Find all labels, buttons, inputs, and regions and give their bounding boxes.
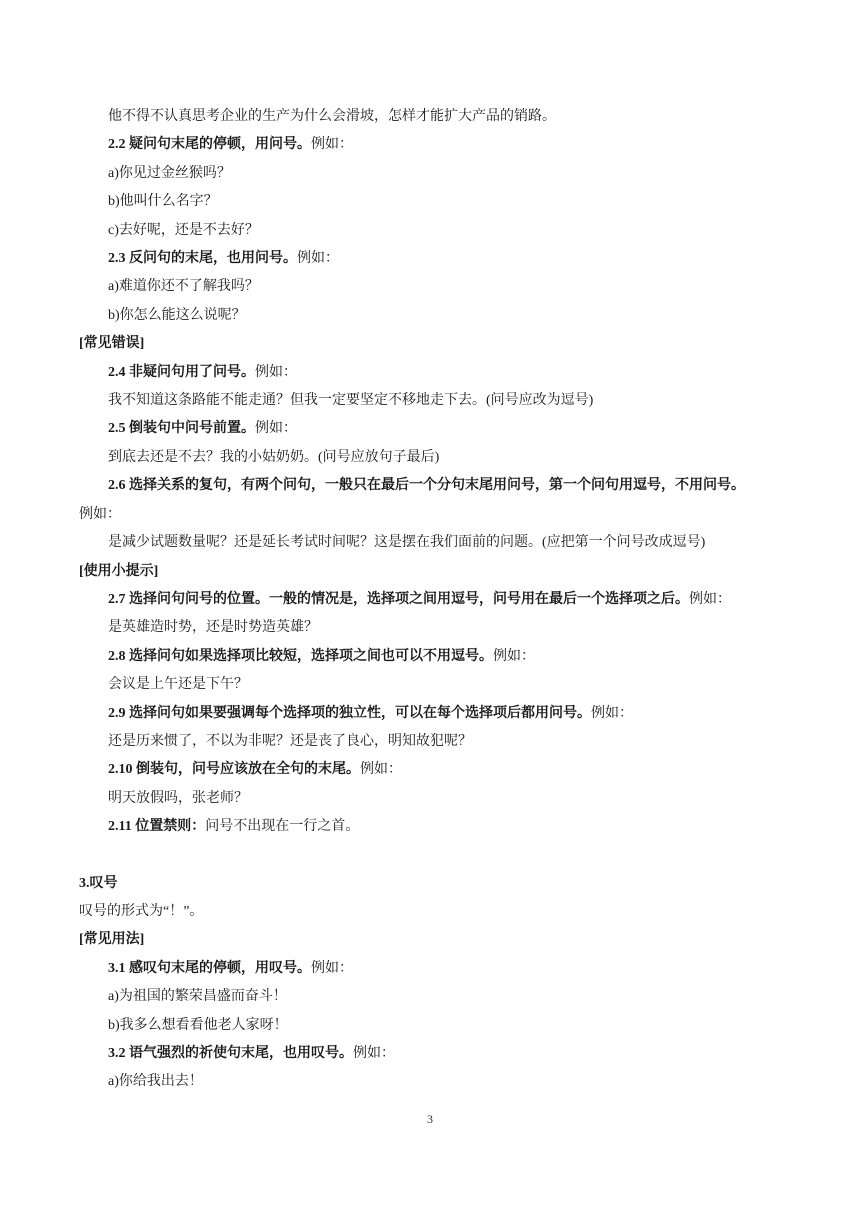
rule-title: 3.2 语气强烈的祈使句末尾，也用叹号。 xyxy=(108,1046,353,1061)
rule-heading-2-5 xyxy=(79,415,785,443)
rule-title: 2.2 疑问句末尾的停顿，用问号。 xyxy=(108,137,311,153)
rule-heading-2-6 xyxy=(79,472,785,500)
rule-heading-3-2 xyxy=(79,1040,785,1068)
example-text: a)你见过金丝猴吗？ xyxy=(108,165,231,181)
section-heading-exclamation: 3.叹号 xyxy=(79,875,118,891)
example-text: b)你怎么能这么说呢？ xyxy=(108,307,246,323)
example-line xyxy=(79,273,785,301)
rule-heading-2-7 xyxy=(79,586,785,614)
example-text: a)你给我出去！ xyxy=(108,1074,203,1090)
example-label-line xyxy=(79,501,785,529)
rule-heading-2-9 xyxy=(79,700,785,728)
example-text: a)为祖国的繁荣昌盛而奋斗！ xyxy=(108,989,287,1005)
example-line xyxy=(79,614,785,642)
blank-line xyxy=(79,842,785,870)
example-label: 例如： xyxy=(360,762,402,778)
rule-title: 3.1 感叹句末尾的停顿，用叹号。 xyxy=(108,960,311,976)
paragraph-line: 叹号的形式为“！”。 xyxy=(79,903,204,919)
example-label: 例如： xyxy=(353,1046,395,1061)
example-line xyxy=(79,387,785,415)
example-text: c)去好呢，还是不去好？ xyxy=(108,222,259,238)
body-text: 他不得不认真思考企业的生产为什么会滑坡，怎样才能扩大产品的销路。 xyxy=(108,109,556,124)
example-line xyxy=(79,217,785,245)
example-label: 例如： xyxy=(79,506,121,522)
rule-title: 2.3 反问句的末尾，也用问号。 xyxy=(108,251,297,267)
rule-heading-2-4 xyxy=(79,359,785,387)
rule-title: 2.6 选择关系的复句，有两个问句，一般只在最后一个分句末尾用问号，第一个问句用逗号，不用问号。 xyxy=(108,478,745,494)
example-text: 明天放假吗，张老师？ xyxy=(108,790,248,806)
example-label: 例如： xyxy=(255,421,297,437)
rule-title: 2.5 倒装句中问号前置。 xyxy=(108,421,255,437)
rule-heading-2-10 xyxy=(79,756,785,784)
rule-title: 2.10 倒装句，问号应该放在全句的末尾。 xyxy=(108,762,360,778)
example-text: 会议是上午还是下午？ xyxy=(108,677,248,693)
example-text: 是英雄造时势，还是时势造英雄？ xyxy=(108,620,318,636)
example-label: 例如： xyxy=(689,591,731,607)
rule-heading-2-2 xyxy=(79,131,785,159)
paragraph-line xyxy=(79,103,785,131)
example-text: 我不知道这条路能不能走通？但我一定要坚定不移地走下去。(问号应改为逗号) xyxy=(108,393,594,409)
section-label-common-usage: [常见用法] xyxy=(79,932,145,948)
rule-title: 2.9 选择问句如果要强调每个选择项的独立性，可以在每个选择项后都用问号。 xyxy=(108,705,591,721)
example-line xyxy=(79,785,785,813)
section-label-common-errors: [常见错误] xyxy=(79,336,145,352)
example-label: 例如： xyxy=(311,137,353,153)
rule-title: 2.11 位置禁则： xyxy=(108,819,206,835)
example-label: 例如： xyxy=(493,648,535,664)
example-line xyxy=(79,302,785,330)
page-number: 3 xyxy=(427,1112,433,1126)
rule-heading-2-11 xyxy=(79,813,785,841)
example-line xyxy=(79,728,785,756)
rule-heading-2-8 xyxy=(79,643,785,671)
example-line xyxy=(79,671,785,699)
example-label: 例如： xyxy=(255,364,297,380)
example-line xyxy=(79,983,785,1011)
example-text: b)我多么想看看他老人家呀！ xyxy=(108,1017,288,1033)
rule-title: 2.8 选择问句如果选择项比较短，选择项之间也可以不用逗号。 xyxy=(108,648,493,664)
example-line xyxy=(79,160,785,188)
rule-heading-3-1 xyxy=(79,955,785,983)
example-text: a)难道你还不了解我吗？ xyxy=(108,279,259,295)
example-text: 还是历来惯了，不以为非呢？还是丧了良心，明知故犯呢？ xyxy=(108,733,472,749)
example-line xyxy=(79,444,785,472)
rule-heading-2-3 xyxy=(79,245,785,273)
example-label: 例如： xyxy=(311,960,353,976)
section-label-usage-tips: [使用小提示] xyxy=(79,563,159,579)
example-line xyxy=(79,1068,785,1096)
rule-title: 2.4 非疑问句用了问号。 xyxy=(108,364,255,380)
example-text: 是减少试题数量呢？还是延长考试时间呢？这是摆在我们面前的问题。(应把第一个问号改成逗号) xyxy=(108,535,706,551)
example-line xyxy=(79,188,785,216)
example-label: 例如： xyxy=(297,251,339,267)
example-line xyxy=(79,1012,785,1040)
rule-text: 问号不出现在一行之首。 xyxy=(205,819,360,835)
example-text: b)他叫什么名字？ xyxy=(108,194,218,210)
page-body xyxy=(79,103,785,1097)
example-text: 到底去还是不去？我的小姑奶奶。(问号应放句子最后) xyxy=(108,449,440,465)
example-line xyxy=(79,529,785,557)
example-label: 例如： xyxy=(591,705,633,721)
rule-title: 2.7 选择问句问号的位置。一般的情况是，选择项之间用逗号，问号用在最后一个选择项之后。 xyxy=(108,591,689,607)
